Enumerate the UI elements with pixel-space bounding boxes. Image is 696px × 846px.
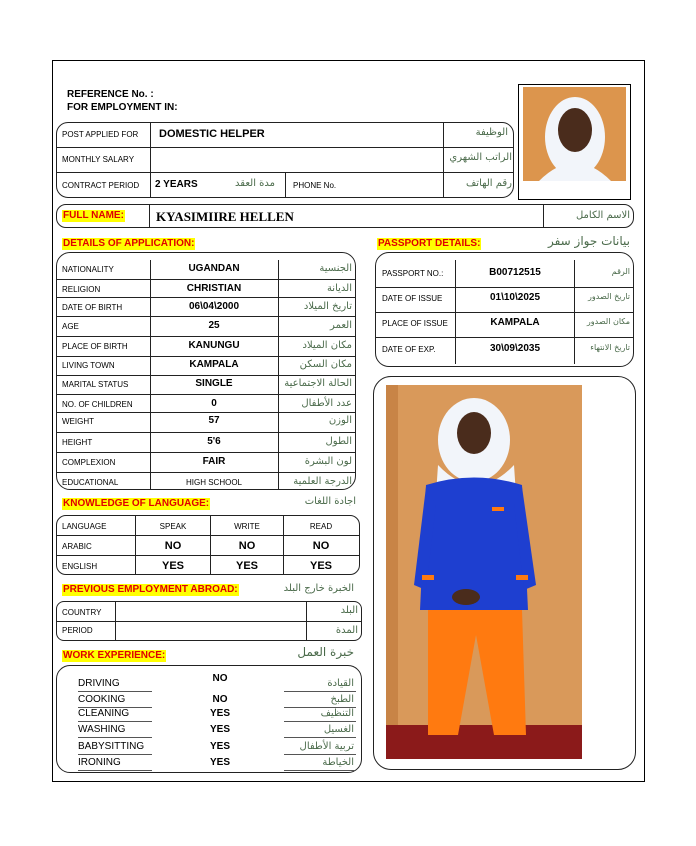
divider <box>543 204 544 228</box>
work-row-value: NO <box>212 673 228 684</box>
details-row-label: MARITAL STATUS <box>62 380 129 389</box>
language-row-label: ENGLISH <box>62 562 98 571</box>
divider <box>56 147 514 148</box>
divider <box>443 122 444 198</box>
post-applied-value: DOMESTIC HELPER <box>159 128 265 140</box>
divider <box>375 312 634 313</box>
language-row-value: YES <box>161 560 184 572</box>
work-row-value: YES <box>209 708 230 719</box>
passport-row-ar: تاريخ الانتهاء <box>590 343 630 352</box>
details-row-ar: الوزن <box>328 415 352 426</box>
details-row-value: UGANDAN <box>188 263 240 274</box>
language-header: WRITE <box>234 522 260 531</box>
work-row-label: BABYSITTING <box>78 741 145 752</box>
passport-row-value: KAMPALA <box>490 317 540 328</box>
language-title-ar: اجادة اللغات <box>304 496 356 507</box>
passport-row-ar: تاريخ الصدور <box>588 292 630 301</box>
monthly-salary-label: MONTHLY SALARY <box>62 155 135 164</box>
full-name-ar: الاسم الكامل <box>575 210 630 221</box>
details-row-ar: الديانة <box>326 283 352 294</box>
phone-ar: رقم الهاتف <box>465 178 512 189</box>
details-row-ar: تاريخ الميلاد <box>303 301 352 312</box>
monthly-salary-ar: الراتب الشهري <box>449 152 512 163</box>
contract-period-label: CONTRACT PERIOD <box>62 181 140 190</box>
passport-title-ar: بيانات جواز سفر <box>547 234 630 248</box>
divider <box>284 691 356 692</box>
previous-title-ar: الخبرة خارج البلد <box>283 583 354 594</box>
language-row-label: ARABIC <box>62 542 92 551</box>
details-row-ar: الجنسية <box>319 263 352 274</box>
details-row-ar: مكان الميلاد <box>302 340 352 351</box>
language-row-value: YES <box>235 560 258 572</box>
full-body-photo <box>386 385 582 759</box>
passport-row-value: 01\10\2025 <box>489 292 541 303</box>
divider <box>284 737 356 738</box>
details-row-ar: الحالة الاجتماعية <box>284 378 352 389</box>
passport-row-label: PASSPORT NO.: <box>382 269 444 278</box>
details-row-value: FAIR <box>202 456 226 467</box>
work-row-value: YES <box>209 741 230 752</box>
divider <box>284 721 356 722</box>
divider <box>78 721 152 722</box>
details-row-label: EDUCATIONAL <box>62 478 119 487</box>
work-row-ar: الخياطة <box>322 757 354 768</box>
details-row-label: DATE OF BIRTH <box>62 303 123 312</box>
full-body-photo-image <box>386 385 582 759</box>
work-row-value: YES <box>209 724 230 735</box>
work-row-value: NO <box>212 694 228 705</box>
previous-country-ar: البلد <box>340 605 358 616</box>
details-row-label: WEIGHT <box>62 417 94 426</box>
language-header: READ <box>309 522 333 531</box>
work-title: WORK EXPERIENCE: <box>63 650 166 661</box>
work-row-ar: الغسيل <box>323 724 354 735</box>
details-row-ar: مكان السكن <box>299 359 352 370</box>
divider <box>78 691 152 692</box>
divider <box>78 737 152 738</box>
passport-photo-image <box>519 85 630 199</box>
details-row-label: COMPLEXION <box>62 458 116 467</box>
work-row-label: WASHING <box>78 724 126 735</box>
passport-photo <box>518 84 631 200</box>
details-row-ar: عدد الأطفال <box>301 398 352 409</box>
divider <box>56 316 356 317</box>
work-row-label: DRIVING <box>78 678 120 689</box>
details-row-label: NO. OF CHILDREN <box>62 400 133 409</box>
divider <box>56 356 356 357</box>
work-row-ar: الطبخ <box>330 694 354 705</box>
divider <box>149 204 150 228</box>
divider <box>284 754 356 755</box>
details-row-label: NATIONALITY <box>62 265 114 274</box>
contract-period-ar: مدة العقد <box>235 178 275 189</box>
passport-row-ar: الرقم <box>611 267 630 276</box>
reference-label: REFERENCE No. : <box>67 89 154 100</box>
divider <box>56 535 360 536</box>
language-row-value: NO <box>312 540 330 552</box>
divider <box>56 394 356 395</box>
details-row-value: 06\04\2000 <box>188 301 240 312</box>
work-row-ar: تربية الأطفال <box>299 741 354 752</box>
details-row-value: SINGLE <box>195 378 233 389</box>
passport-row-value: 30\09\2035 <box>489 343 541 354</box>
phone-label: PHONE No. <box>293 181 337 190</box>
details-row-value: KANUNGU <box>188 340 240 351</box>
divider <box>56 279 356 280</box>
passport-title: PASSPORT DETAILS: <box>378 238 481 249</box>
passport-row-label: DATE OF EXP. <box>382 345 436 354</box>
details-row-ar: العمر <box>330 320 352 331</box>
divider <box>78 770 152 771</box>
details-row-label: LIVING TOWN <box>62 361 115 370</box>
passport-row-label: PLACE OF ISSUE <box>382 319 448 328</box>
divider <box>56 621 362 622</box>
language-header: LANGUAGE <box>62 522 107 531</box>
full-name-label: FULL NAME: <box>63 210 124 221</box>
details-row-value: CHRISTIAN <box>186 283 242 294</box>
work-title-ar: خبرة العمل <box>297 645 354 659</box>
language-row-value: YES <box>309 560 332 572</box>
details-title: DETAILS OF APPLICATION: <box>63 238 195 249</box>
details-row-label: HEIGHT <box>62 438 93 447</box>
divider <box>306 601 307 641</box>
language-header: SPEAK <box>159 522 187 531</box>
divider <box>285 172 286 198</box>
details-row-value: HIGH SCHOOL <box>185 478 242 487</box>
work-row-value: YES <box>209 757 230 768</box>
passport-row-label: DATE OF ISSUE <box>382 294 443 303</box>
work-row-label: COOKING <box>78 694 126 705</box>
passport-row-value: B00712515 <box>489 267 541 278</box>
details-row-label: PLACE OF BIRTH <box>62 342 128 351</box>
language-title: KNOWLEDGE OF LANGUAGE: <box>63 498 210 509</box>
divider <box>56 297 356 298</box>
details-row-ar: لون البشرة <box>304 456 352 467</box>
details-row-ar: الطول <box>325 436 352 447</box>
details-row-value: 57 <box>208 415 220 426</box>
divider <box>78 754 152 755</box>
language-row-value: NO <box>238 540 256 552</box>
divider <box>150 122 151 198</box>
post-applied-label: POST APPLIED FOR <box>62 130 139 139</box>
work-row-ar: التنظيف <box>320 708 354 719</box>
details-row-value: 0 <box>211 398 217 409</box>
divider <box>56 412 356 413</box>
details-row-ar: الدرجة العلمية <box>293 476 352 487</box>
language-row-value: NO <box>164 540 182 552</box>
work-row-ar: القيادة <box>327 678 354 689</box>
divider <box>56 432 356 433</box>
contract-period-value: 2 YEARS <box>155 179 198 190</box>
previous-country-label: COUNTRY <box>62 608 102 617</box>
full-name-value: KYASIMIIRE HELLEN <box>156 209 294 224</box>
details-row-value: 25 <box>208 320 220 331</box>
details-row-value: KAMPALA <box>189 359 239 370</box>
details-row-label: AGE <box>62 322 79 331</box>
divider <box>56 472 356 473</box>
details-row-label: RELIGION <box>62 285 101 294</box>
passport-row-ar: مكان الصدور <box>586 317 630 326</box>
previous-title: PREVIOUS EMPLOYMENT ABROAD: <box>63 584 238 595</box>
work-row-label: CLEANING <box>78 708 130 719</box>
previous-period-label: PERIOD <box>62 626 93 635</box>
divider <box>375 337 634 338</box>
divider <box>56 336 356 337</box>
divider <box>56 555 360 556</box>
divider <box>56 375 356 376</box>
previous-period-ar: المدة <box>335 625 358 636</box>
divider <box>56 452 356 453</box>
divider <box>115 601 116 641</box>
post-applied-ar: الوظيفة <box>475 127 508 138</box>
details-row-value: 5'6 <box>207 436 221 447</box>
divider <box>284 770 356 771</box>
work-row-label: IRONING <box>78 757 121 768</box>
employment-in-label: FOR EMPLOYMENT IN: <box>67 102 178 113</box>
divider <box>375 287 634 288</box>
